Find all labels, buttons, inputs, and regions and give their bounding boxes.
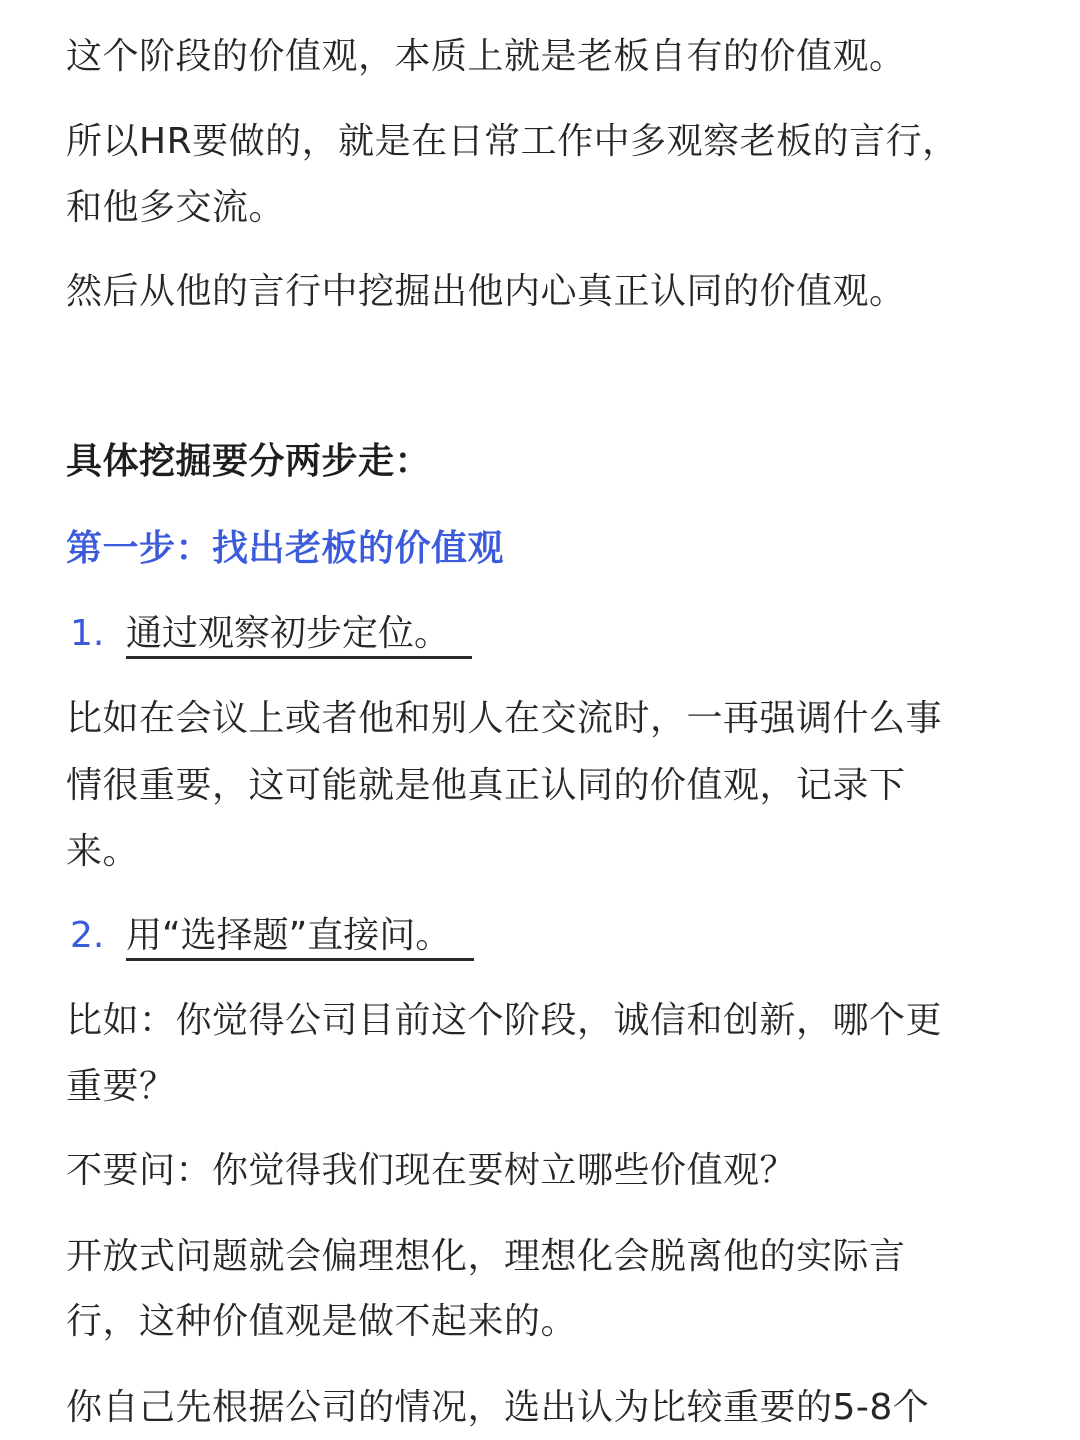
paragraph-dig-values: 然后从他的言行中挖掘出他内心真正认同的价值观。: [66, 271, 906, 312]
item-explanation-line: 重要？: [66, 1066, 176, 1107]
item-underline: [126, 656, 472, 659]
item-underline: [126, 958, 474, 961]
paragraph-dont-ask: 不要问：你觉得我们现在要树立哪些价值观？: [66, 1150, 797, 1191]
item-explanation-line: 来。: [66, 831, 140, 872]
paragraph-open-question-line: 开放式问题就会偏理想化，理想化会脱离他的实际言: [66, 1236, 906, 1277]
paragraph-hr-line-1: 所以HR要做的，就是在日常工作中多观察老板的言行，: [66, 121, 959, 162]
list-item-title: 用“选择题”直接问。: [126, 915, 452, 956]
paragraph-select-values: 你自己先根据公司的情况，选出认为比较重要的5-8个: [66, 1387, 930, 1428]
list-item-title: 通过观察初步定位。: [126, 613, 451, 654]
paragraph-open-question-line: 行，这种价值观是做不起来的。: [66, 1301, 578, 1342]
item-explanation-line: 情很重要，这可能就是他真正认同的价值观，记录下: [66, 765, 906, 806]
paragraph-stage-values: 这个阶段的价值观，本质上就是老板自有的价值观。: [66, 36, 906, 77]
step-one-title: 第一步：找出老板的价值观: [66, 528, 505, 569]
paragraph-hr-line-2: 和他多交流。: [66, 187, 286, 228]
item-explanation-line: 比如：你觉得公司目前这个阶段，诚信和创新，哪个更: [66, 1000, 943, 1041]
list-item-number: 2.: [70, 915, 105, 956]
section-heading: 具体挖掘要分两步走：: [66, 441, 432, 482]
list-item-number: 1.: [70, 613, 105, 654]
item-explanation-line: 比如在会议上或者他和别人在交流时，一再强调什么事: [66, 698, 943, 739]
